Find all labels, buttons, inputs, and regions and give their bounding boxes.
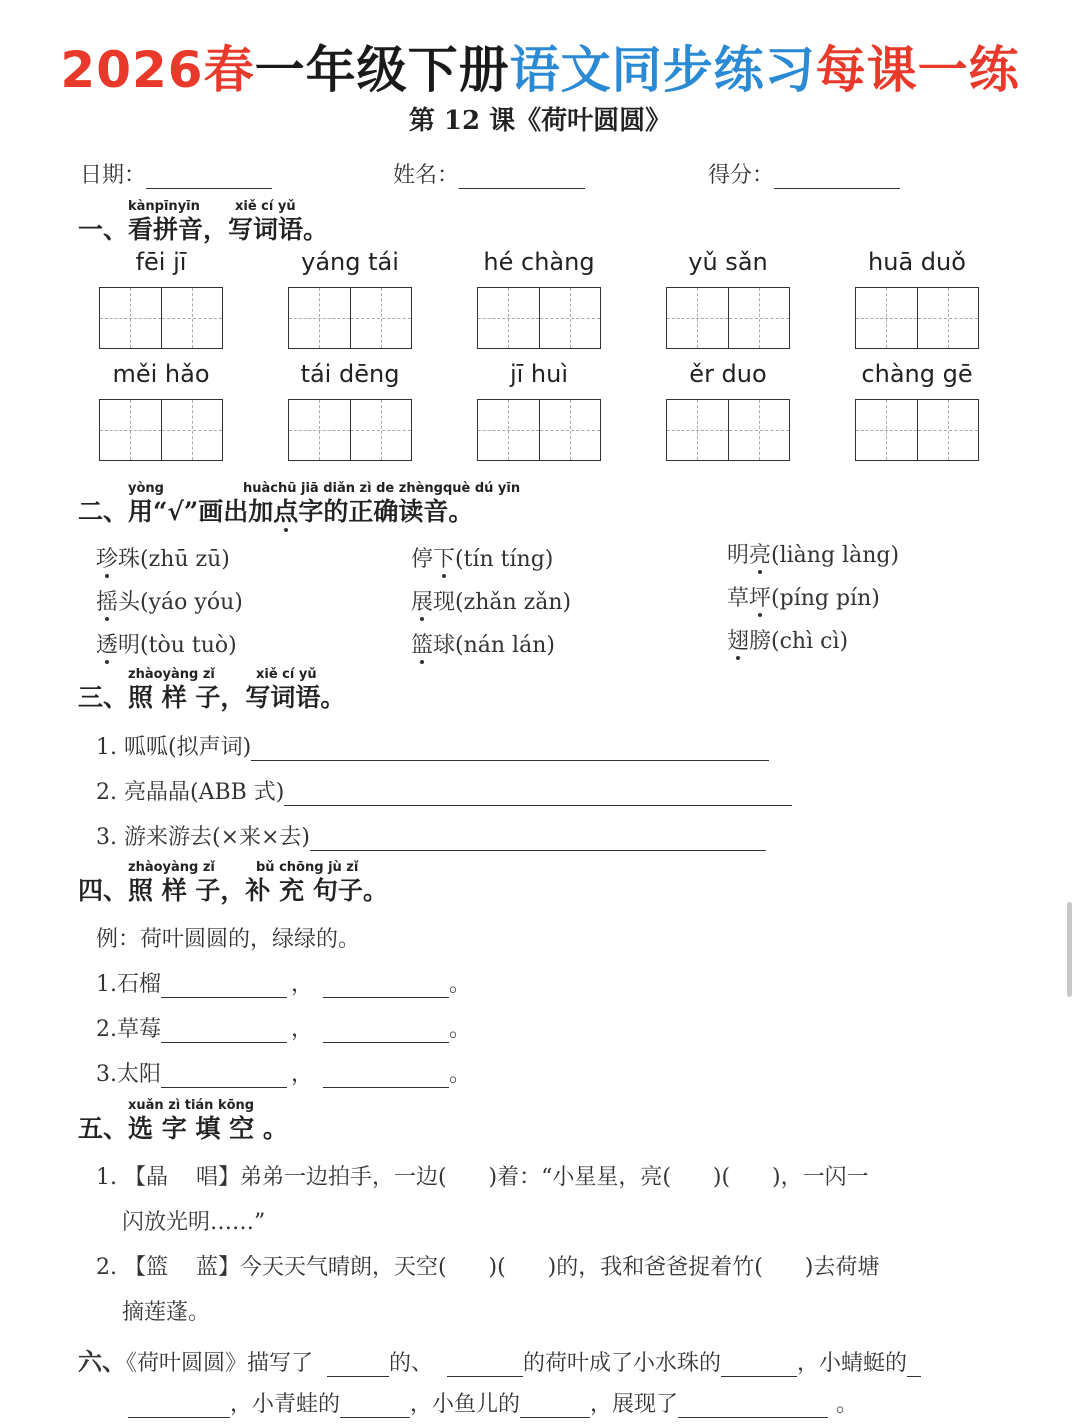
s2-ruby-b: huàchū jiā diǎn zì de zhèngquè dú yīn: [243, 481, 521, 496]
exercise-line: [96, 775, 792, 806]
s1-ruby-a: kànpīnyīn: [128, 199, 200, 214]
example-sentence: 例：荷叶圆圆的，绿绿的。: [96, 927, 361, 952]
heading-char: 读: [398, 497, 424, 526]
s5-ruby: xuǎn zì tián kōng: [128, 1098, 255, 1113]
heading-char: 音: [423, 497, 449, 526]
score-field: [708, 158, 900, 189]
dotted-char: 亮: [749, 543, 772, 568]
heading-char: 。: [448, 497, 474, 526]
s4-ruby-b: bǔ chōng jù zǐ: [256, 860, 359, 875]
pinyin-label: fēi jī: [135, 248, 187, 276]
dotted-char: 透: [96, 633, 119, 658]
heading-char: 的: [323, 497, 349, 526]
text-segment: ，小青蛙的: [230, 1392, 341, 1417]
exercise-line: 2.草莓 ， 。: [96, 1017, 472, 1042]
text-segment: 的荷叶成了小水珠的: [523, 1351, 722, 1376]
date-label: 日期：: [80, 163, 147, 188]
section-number: 四、: [78, 876, 129, 905]
heading-char: 字: [298, 497, 324, 526]
pinyin-options: (tín tíng): [455, 547, 554, 572]
fill-question-2-line-1[interactable]: 2. 【篮 蓝】今天天气晴朗，天空( )( )的，我和爸爸捉着竹( )去荷塘: [96, 1255, 880, 1280]
heading-char: “: [153, 497, 168, 526]
pinyin-label: ěr duo: [689, 360, 767, 388]
writing-grid[interactable]: [288, 287, 412, 349]
name-blank[interactable]: [459, 188, 585, 189]
text-segment: ，展现了: [590, 1392, 679, 1417]
prompt: 3. 游来游去(×来×去): [96, 825, 311, 850]
exercise-line: 1.石榴 ， 。: [96, 972, 472, 997]
pinyin-label: hé chàng: [483, 248, 595, 276]
word-char: 膀: [749, 629, 772, 654]
answer-blank[interactable]: [323, 997, 449, 998]
section-number: 二、: [78, 497, 129, 526]
s4-ruby-a: zhàoyàng zǐ: [128, 860, 215, 875]
word-char: 明: [118, 633, 141, 658]
word-char: 停: [411, 547, 434, 572]
name-label: 姓名：: [393, 163, 460, 188]
s3-ruby-b: xiě cí yǔ: [256, 667, 317, 682]
dotted-char: 摇: [96, 590, 119, 615]
writing-grid[interactable]: [666, 287, 790, 349]
prompt: 2. 亮晶晶(ABB 式): [96, 780, 285, 805]
date-blank[interactable]: [146, 188, 272, 189]
heading-char: 用: [128, 497, 154, 526]
text-segment: 的、: [389, 1351, 434, 1376]
pinyin-label: jī huì: [509, 360, 569, 388]
answer-blank[interactable]: [327, 1376, 389, 1377]
prompt: 2.草莓: [96, 1017, 161, 1042]
section-number: 六、: [78, 1347, 126, 1376]
answer-blank[interactable]: [128, 1417, 230, 1418]
pinyin-label: yáng tái: [301, 248, 399, 276]
pinyin-label: měi hǎo: [112, 360, 210, 388]
answer-blank[interactable]: [678, 1417, 828, 1418]
writing-grid[interactable]: [477, 399, 601, 461]
pronunciation-item[interactable]: [727, 538, 899, 569]
answer-blank[interactable]: [323, 1087, 449, 1088]
scrollbar-thumb[interactable]: [1067, 902, 1072, 997]
fill-question-1-line-2: 闪放光明……”: [122, 1210, 266, 1235]
section-2-heading: [78, 492, 473, 528]
writing-grid[interactable]: [288, 399, 412, 461]
pinyin-options: (chì cì): [771, 629, 849, 654]
pinyin-options: (zhǎn zǎn): [455, 590, 572, 615]
heading-char: 画: [198, 497, 224, 526]
section-6-line-2: [128, 1387, 858, 1418]
answer-blank[interactable]: [161, 997, 287, 998]
pinyin-options: (zhū zū): [140, 547, 230, 572]
writing-grid[interactable]: [99, 399, 223, 461]
pinyin-options: (yáo yóu): [140, 590, 243, 615]
section-1-heading: [78, 210, 328, 246]
word-char: 明: [727, 543, 750, 568]
heading-char: 加: [248, 497, 274, 526]
pinyin-label: huā duǒ: [868, 248, 966, 276]
title-part-subject: 语文同步练习: [509, 41, 816, 99]
section-title: 照 样 子，写词语。: [128, 683, 346, 712]
dotted-char: 珍: [96, 547, 119, 572]
pronunciation-item[interactable]: [96, 542, 230, 573]
title-part-daily: 每课一练: [815, 41, 1020, 99]
pronunciation-item[interactable]: [96, 628, 237, 659]
answer-blank[interactable]: [721, 1376, 797, 1377]
answer-blank[interactable]: [340, 1417, 410, 1418]
exercise-line: [96, 820, 766, 851]
word-char: 头: [118, 590, 141, 615]
dotted-char: 下: [433, 547, 456, 572]
name-field: [393, 158, 585, 189]
section-title: 照 样 子，补 充 句子。: [128, 876, 388, 905]
s3-ruby-a: zhàoyàng zǐ: [128, 667, 215, 682]
answer-blank[interactable]: [907, 1376, 921, 1377]
pronunciation-item[interactable]: [411, 542, 553, 573]
heading-char: 正: [348, 497, 374, 526]
pinyin-options: (liàng làng): [771, 543, 900, 568]
section-title: 选 字 填 空 。: [128, 1114, 288, 1143]
dotted-char: 篮: [411, 633, 434, 658]
section-number: 一、: [78, 215, 129, 244]
writing-grid[interactable]: [99, 287, 223, 349]
pronunciation-item[interactable]: [727, 624, 848, 655]
heading-char: 点: [273, 497, 299, 526]
pinyin-options: (nán lán): [455, 633, 555, 658]
section-title: 看拼音，写词语。: [128, 215, 329, 244]
section-number: 三、: [78, 683, 129, 712]
writing-grid[interactable]: [477, 287, 601, 349]
pronunciation-item[interactable]: [727, 581, 880, 612]
heading-char: ”: [183, 497, 199, 526]
writing-grid[interactable]: [855, 287, 979, 349]
word-char: 珠: [118, 547, 141, 572]
pinyin-label: tái dēng: [300, 360, 400, 388]
exercise-line: [96, 730, 769, 761]
dotted-char: 翅: [727, 629, 750, 654]
score-label: 得分：: [708, 163, 775, 188]
fill-question-2-line-2: 摘莲蓬。: [122, 1300, 211, 1325]
pronunciation-item[interactable]: [96, 585, 243, 616]
dotted-char: 坪: [749, 586, 772, 611]
text-segment: 《荷叶圆圆》描写了: [126, 1351, 314, 1376]
date-field: [80, 158, 272, 189]
section-number: 五、: [78, 1114, 129, 1143]
score-blank[interactable]: [774, 188, 900, 189]
word-char: 草: [727, 586, 750, 611]
pronunciation-item[interactable]: [411, 585, 571, 616]
s1-ruby-b: xiě cí yǔ: [235, 199, 296, 214]
prompt: 1.石榴: [96, 972, 161, 997]
pinyin-label: yǔ sǎn: [688, 248, 768, 276]
dotted-char: 展: [411, 590, 434, 615]
word-char: 球: [433, 633, 456, 658]
answer-blank[interactable]: [323, 1042, 449, 1043]
s2-ruby-a: yòng: [128, 481, 164, 496]
text-segment: ，小鱼儿的: [410, 1392, 521, 1417]
lesson-title: 第 12 课《荷叶圆圆》: [408, 106, 672, 136]
answer-blank[interactable]: [447, 1376, 523, 1377]
answer-blank[interactable]: [284, 805, 792, 806]
title-part-grade: 一年级下册: [254, 41, 510, 99]
pinyin-options: (tòu tuò): [140, 633, 237, 658]
heading-char: 出: [223, 497, 249, 526]
pronunciation-item[interactable]: [411, 628, 555, 659]
section-6-line-1: [78, 1342, 921, 1377]
pinyin-options: (píng pín): [771, 586, 880, 611]
section-5-heading: [78, 1109, 288, 1145]
answer-blank[interactable]: [161, 1087, 287, 1088]
prompt: 1. 呱呱(拟声词): [96, 735, 252, 760]
answer-blank[interactable]: [310, 850, 766, 851]
text-segment: ，小蜻蜓的: [797, 1351, 908, 1376]
answer-blank[interactable]: [161, 1042, 287, 1043]
section-4-heading: [78, 871, 388, 907]
answer-blank[interactable]: [520, 1417, 590, 1418]
heading-char: √: [167, 497, 184, 526]
exercise-line: 3.太阳 ， 。: [96, 1062, 472, 1087]
title-part-year: 2026春: [60, 41, 255, 99]
writing-grid[interactable]: [666, 399, 790, 461]
heading-char: 确: [373, 497, 399, 526]
writing-grid[interactable]: [855, 399, 979, 461]
answer-blank[interactable]: [251, 760, 769, 761]
worksheet-title: [0, 30, 1080, 102]
section-3-heading: [78, 678, 345, 714]
text-segment: 。: [836, 1392, 859, 1417]
fill-question-1-line-1[interactable]: 1. 【晶 唱】弟弟一边拍手，一边( )着：“小星星，亮( )( )，一闪一: [96, 1165, 869, 1190]
word-char: 现: [433, 590, 456, 615]
pinyin-label: chàng gē: [861, 360, 973, 388]
prompt: 3.太阳: [96, 1062, 161, 1087]
